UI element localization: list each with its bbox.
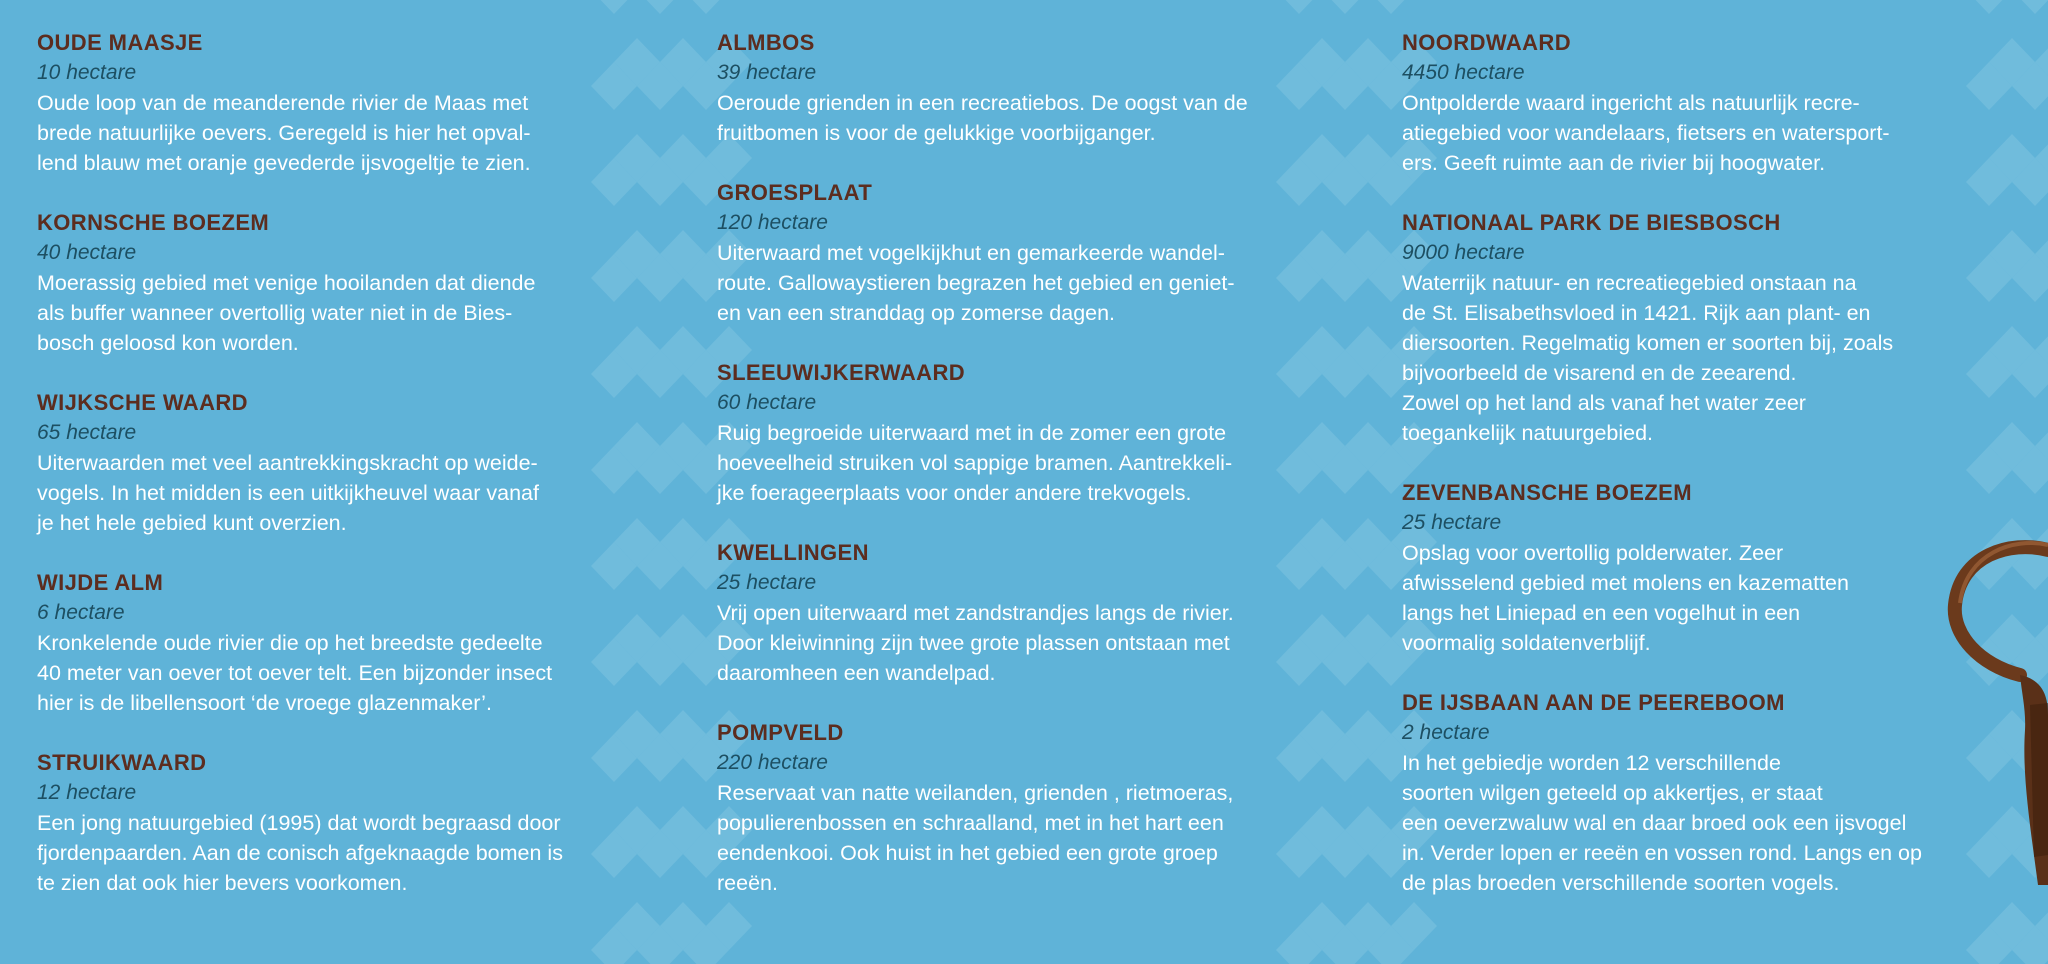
area-description: Oeroude grienden in een recreatiebos. De oogst van de fruitbomen is voor de gelukkige voorbijganger. bbox=[717, 91, 1248, 145]
column-left bbox=[37, 28, 697, 928]
area-description: In het gebiedje worden 12 verschillende soorten wilgen geteeld op akkertjes, er staat een oeverzwaluw wal en daar broed ook een ijsvogel in. Verder lopen er reeën en vossen rond. Langs en op de plas broeden verschillende soorten vogels. bbox=[1402, 751, 1922, 895]
diamond-shape bbox=[1276, 0, 1322, 14]
area-size: 6 hectare bbox=[37, 601, 125, 624]
area-title: NATIONAAL PARK DE BIESBOSCH bbox=[1402, 210, 1781, 235]
area-entry bbox=[37, 748, 697, 898]
area-size: 9000 hectare bbox=[1402, 241, 1525, 264]
area-entry bbox=[717, 538, 1377, 688]
area-title: NOORDWAARD bbox=[1402, 30, 1571, 55]
area-entry bbox=[717, 718, 1377, 898]
area-title: GROESPLAAT bbox=[717, 180, 873, 205]
area-entry bbox=[1402, 688, 2048, 898]
diamond-shape bbox=[683, 0, 729, 14]
area-title: DE IJSBAAN AAN DE PEEREBOOM bbox=[1402, 690, 1785, 715]
area-description: Uiterwaarden met veel aantrekkingskracht op weide- vogels. In het midden is een uitkijkheuvel waar vanaf je het hele gebied kunt overzien. bbox=[37, 451, 539, 535]
area-size: 25 hectare bbox=[717, 571, 817, 594]
area-title: ALMBOS bbox=[717, 30, 815, 55]
area-size: 2 hectare bbox=[1402, 721, 1490, 744]
area-description: Oude loop van de meanderende rivier de Maas met brede natuurlijke oevers. Geregeld is hier het opval- lend blauw met oranje gevederde ijsvogeltje te zien. bbox=[37, 91, 531, 175]
area-title: OUDE MAASJE bbox=[37, 30, 203, 55]
diamond-shape bbox=[1368, 0, 1414, 14]
area-description: Kronkelende oude rivier die op het breedste gedeelte 40 meter van oever tot oever telt. Een bijzonder insect hier is de libellensoort ‘de vroege glazenmaker’. bbox=[37, 631, 553, 715]
column-middle bbox=[717, 28, 1377, 928]
area-title: POMPVELD bbox=[717, 720, 844, 745]
area-entry bbox=[717, 28, 1377, 148]
area-description: Ontpolderde waard ingericht als natuurlijk recre- atiegebied voor wandelaars, fietsers en watersport- ers. Geeft ruimte aan de rivier bij hoogwater. bbox=[1402, 91, 1890, 175]
area-size: 25 hectare bbox=[1402, 511, 1502, 534]
area-title: WIJDE ALM bbox=[37, 570, 164, 595]
diamond-shape bbox=[2012, 0, 2048, 14]
area-size: 65 hectare bbox=[37, 421, 137, 444]
area-description: Opslag voor overtollig polderwater. Zeer afwisselend gebied met molens en kazematten langs het Liniepad en een vogelhut in een voormalig soldatenverblijf. bbox=[1402, 541, 1849, 655]
area-title: ZEVENBANSCHE BOEZEM bbox=[1402, 480, 1692, 505]
area-entry bbox=[717, 178, 1377, 328]
area-title: KORNSCHE BOEZEM bbox=[37, 210, 270, 235]
area-description: Een jong natuurgebied (1995) dat wordt begraasd door fjordenpaarden. Aan de conisch afgeknaagde bomen is te zien dat ook hier bevers voorkomen. bbox=[37, 811, 563, 895]
area-entry bbox=[37, 388, 697, 538]
area-entry bbox=[1402, 208, 2048, 448]
diamond-shape bbox=[637, 0, 683, 14]
column-right bbox=[1402, 28, 2048, 928]
area-description: Moerassig gebied met venige hooilanden dat diende als buffer wanneer overtollig water niet in de Bies- bosch geloosd kon worden. bbox=[37, 271, 536, 355]
area-entry bbox=[1402, 28, 2048, 178]
area-title: KWELLINGEN bbox=[717, 540, 869, 565]
area-entry bbox=[37, 208, 697, 358]
area-entry bbox=[37, 28, 697, 178]
diamond-shape bbox=[591, 0, 637, 14]
area-title: STRUIKWAARD bbox=[37, 750, 207, 775]
area-entry bbox=[37, 568, 697, 718]
area-size: 40 hectare bbox=[37, 241, 137, 264]
area-description: Uiterwaard met vogelkijkhut en gemarkeerde wandel- route. Gallowaystieren begrazen het gebied en geniet- en van een stranddag op zomerse dagen. bbox=[717, 241, 1235, 325]
area-size: 220 hectare bbox=[717, 751, 828, 774]
area-title: SLEEUWIJKERWAARD bbox=[717, 360, 966, 385]
area-description: Vrij open uiterwaard met zandstrandjes langs de rivier. Door kleiwinning zijn twee grote plassen ontstaan met daaromheen een wandelpad. bbox=[717, 601, 1234, 685]
area-description: Ruig begroeide uiterwaard met in de zomer een grote hoeveelheid struiken vol sappige bramen. Aantrekkeli- jke foerageerplaats voor onder andere trekvogels. bbox=[717, 421, 1233, 505]
diamond-shape bbox=[1966, 0, 2012, 14]
area-title: WIJKSCHE WAARD bbox=[37, 390, 248, 415]
area-description: Reservaat van natte weilanden, grienden , rietmoeras, populierenbossen en schraalland, met in het hart een eendenkooi. Ook huist in het gebied een grote groep reeën. bbox=[717, 781, 1234, 895]
area-size: 10 hectare bbox=[37, 61, 137, 84]
area-size: 60 hectare bbox=[717, 391, 817, 414]
area-size: 4450 hectare bbox=[1402, 61, 1525, 84]
area-size: 12 hectare bbox=[37, 781, 137, 804]
diamond-shape bbox=[1322, 0, 1368, 14]
area-size: 39 hectare bbox=[717, 61, 817, 84]
area-size: 120 hectare bbox=[717, 211, 828, 234]
area-entry bbox=[1402, 478, 2048, 658]
area-description: Waterrijk natuur- en recreatiegebied onstaan na de St. Elisabethsvloed in 1421. Rijk aan plant- en diersoorten. Regelmatig komen er soorten bij, zoals bijvoorbeeld de visarend en de zeearend. Zowel op het land als vanaf het water zeer toegankelijk natuurgebied. bbox=[1402, 271, 1894, 445]
area-entry bbox=[717, 358, 1377, 508]
